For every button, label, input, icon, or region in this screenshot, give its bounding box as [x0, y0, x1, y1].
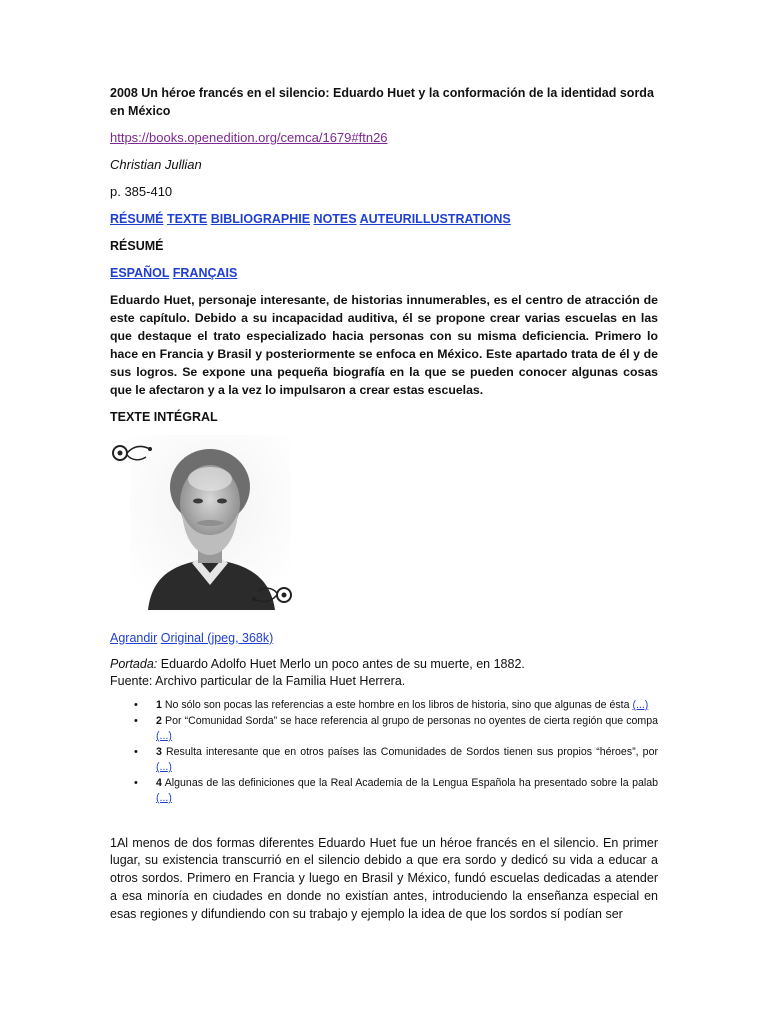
- footnotes-list: [110, 698, 658, 807]
- footnote-text: Por “Comunidad Sorda” se hace referencia al grupo de personas no oyentes de cierta región que compa: [165, 714, 658, 727]
- footnote-text: Resulta interesante que en otros países las Comunidades de Sordos tienen sus propios “héroes”, por: [166, 745, 658, 758]
- lang-link-espanol[interactable]: ESPAÑOL: [110, 266, 170, 280]
- footnote-item: [156, 745, 658, 776]
- footnote-number: 2: [156, 714, 162, 727]
- language-links: [110, 264, 658, 282]
- section-nav: [110, 210, 658, 228]
- nav-link-bibliographie[interactable]: BIBLIOGRAPHIE: [210, 212, 311, 226]
- image-links: [110, 629, 658, 647]
- abstract-text: Eduardo Huet, personaje interesante, de historias innumerables, es el centro de atracción de este capítulo. Debido a su incapacidad auditiva, él se propone crear varias escuelas en las que destaque el trato especializado hacia personas con su misma deficiencia. Primero lo hace en Francia y Brasil y posteriormente se enfoca en México. Este apartado trata de él y de sus logros. Se expone una pequeña biografía en la que se pueden conocer algunas cosas que le afectaron y a la vez lo impulsaron a crear estas escuelas.: [110, 293, 658, 397]
- footnote-more-link[interactable]: (...): [156, 761, 172, 773]
- enlarge-link[interactable]: Agrandir: [110, 631, 158, 645]
- lang-link-francais[interactable]: FRANÇAIS: [172, 266, 238, 280]
- footnote-more-link[interactable]: (...): [632, 699, 649, 711]
- caption-label: Portada:: [110, 657, 158, 671]
- footnote-number: 3: [156, 745, 162, 758]
- texte-integral-heading: TEXTE INTÉGRAL: [110, 410, 218, 424]
- author-name: Christian Jullian: [110, 157, 202, 172]
- document-content: [110, 84, 658, 923]
- ornament-bottom-right-icon: [250, 583, 294, 607]
- nav-link-texte[interactable]: TEXTE: [166, 212, 208, 226]
- nav-link-resume[interactable]: RÉSUMÉ: [110, 212, 164, 226]
- footnote-item: [156, 698, 658, 714]
- footnote-number: 4: [156, 776, 162, 789]
- footnote-item: [156, 776, 658, 807]
- document-title: 2008 Un héroe francés en el silencio: Eduardo Huet y la conformación de la identidad sorda en México: [110, 86, 654, 118]
- portrait-figure[interactable]: [110, 435, 300, 615]
- page-range: p. 385-410: [110, 184, 173, 199]
- footnote-number: 1: [156, 699, 162, 711]
- footnote-more-link[interactable]: (...): [156, 730, 172, 742]
- ornament-top-left-icon: [110, 441, 154, 465]
- footnote-text: No sólo son pocas las referencias a este hombre en los libros de historia, sino que algunas de ésta: [164, 699, 630, 711]
- resume-heading: RÉSUMÉ: [110, 239, 164, 253]
- footnote-text: Algunas de las definiciones que la Real Academia de la Lengua Española ha presentado sobre la palab: [164, 776, 658, 789]
- caption-text: Eduardo Adolfo Huet Merlo un poco antes de su muerte, en 1882.: [160, 657, 525, 671]
- caption-source: Fuente: Archivo particular de la Familia Huet Herrera.: [110, 674, 406, 688]
- nav-link-auteur-illustrations[interactable]: AUTEURILLUSTRATIONS: [359, 212, 511, 226]
- body-paragraph: 1Al menos de dos formas diferentes Eduardo Huet fue un héroe francés en el silencio. En primer lugar, su existencia transcurrió en el silencio debido a que era sordo y dedicó su vida a educar a otros sordos. Primero en Francia y luego en Brasil y México, fundó escuelas dedicadas a atender a esa minoría en ciudades en donde no existían antes, introduciendo la enseñanza especial en esas regiones y difundiendo con su trabajo y ejemplo la idea de que los sordos sí podían ser: [110, 835, 658, 921]
- nav-link-notes[interactable]: NOTES: [313, 212, 357, 226]
- source-url-link[interactable]: https://books.openedition.org/cemca/1679#ftn26: [110, 130, 388, 145]
- original-image-link[interactable]: Original (jpeg, 368k): [160, 631, 274, 645]
- footnote-more-link[interactable]: (...): [156, 792, 172, 804]
- figure-caption: [110, 656, 658, 690]
- footnote-item: [156, 714, 658, 745]
